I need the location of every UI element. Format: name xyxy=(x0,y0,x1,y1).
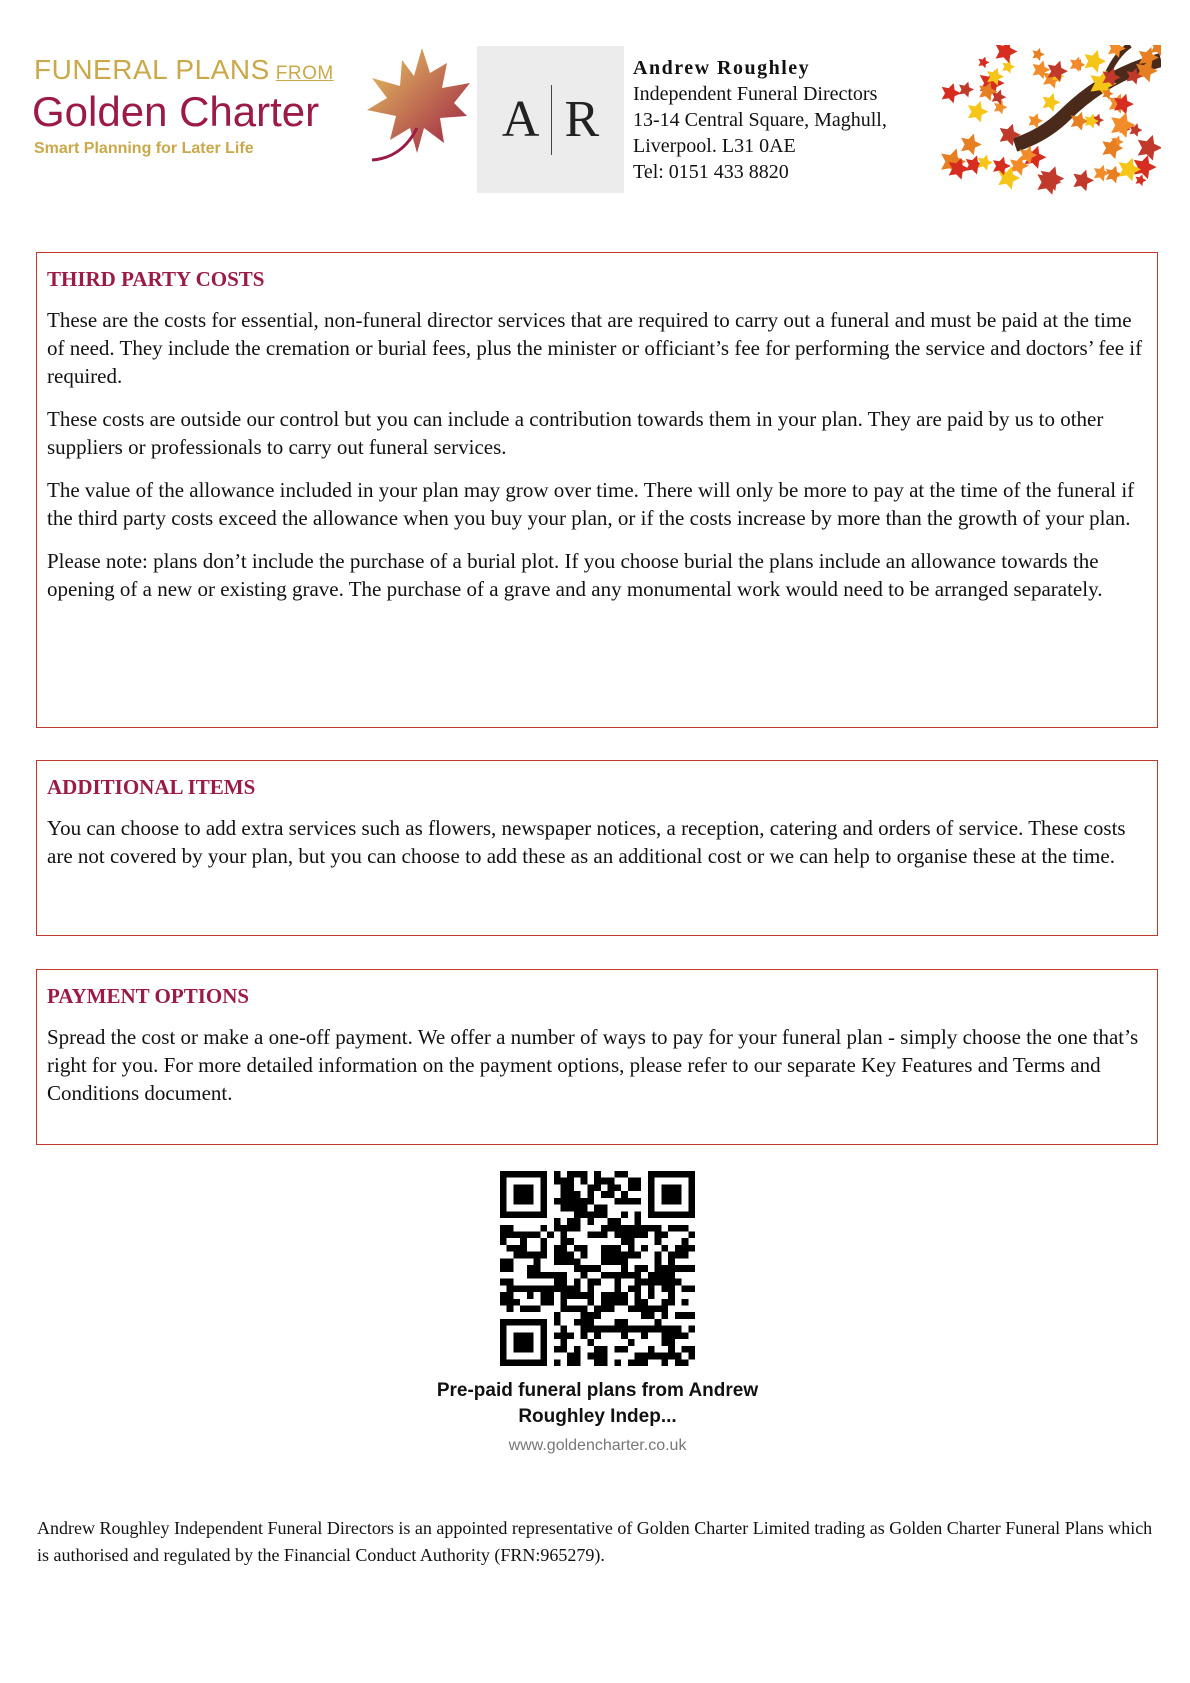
director-name: Andrew Roughley xyxy=(633,57,811,79)
autumn-tree-image xyxy=(905,45,1161,195)
leaf-icon xyxy=(978,155,993,171)
qr-code[interactable] xyxy=(500,1171,695,1366)
paragraph: These costs are outside our control but you can include a contribution towards them in your plan. They are paid by us to other suppliers or professionals to carry out funeral services. xyxy=(47,407,1104,459)
leaf-icon xyxy=(1032,48,1044,61)
leaf-icon xyxy=(968,101,988,122)
paragraph: Spread the cost or make a one-off payment. We offer a number of ways to pay for your funeral plan - simply choose the one that’s right for you. For more detailed information on the payment options, please refer to our separate Key Features and Terms and Conditions document. xyxy=(47,1025,1139,1105)
logo-tagline: Smart Planning for Later Life xyxy=(34,140,254,157)
paragraph: You can choose to add extra services such as flowers, newspaper notices, a reception, catering and orders of service. These costs are not covered by your plan, but you can choose to add these as an additional cost or we can help to organise these at the time. xyxy=(47,816,1126,868)
leaf-icon xyxy=(978,57,989,69)
logo-line1-text: FUNERAL PLANS xyxy=(34,54,270,85)
qr-title: Pre-paid funeral plans from Andrew Roughley Indep... xyxy=(436,1380,759,1427)
leaf-icon xyxy=(961,134,982,156)
logo-brand: Golden Charter xyxy=(32,88,320,135)
leaf-icon xyxy=(1070,57,1085,72)
section-additional-items xyxy=(36,760,1158,936)
leaf-icon xyxy=(1136,174,1147,186)
monogram-a: A xyxy=(501,91,540,148)
leaf-icon xyxy=(1134,155,1157,179)
section-third-party-costs xyxy=(36,252,1158,728)
address-line1: Independent Funeral Directors xyxy=(633,83,878,105)
qr-url[interactable]: www.goldencharter.co.uk xyxy=(508,1437,687,1454)
ar-monogram xyxy=(477,46,624,193)
leaf-icon xyxy=(1073,170,1094,192)
leaf-icon xyxy=(1111,112,1135,138)
address-line2: 13-14 Central Square, Maghull, xyxy=(633,109,887,131)
section-heading: THIRD PARTY COSTS xyxy=(47,267,265,291)
paragraph: These are the costs for essential, non-funeral director services that are required to carry out a funeral and must be paid at the time of need. They include the cremation or burial fees, plus the minister or officiant’s fee for performing the service and doctors’ fee if required. xyxy=(47,308,1143,388)
address-line3: Liverpool. L31 0AE xyxy=(633,135,796,157)
paragraph: The value of the allowance included in your plan may grow over time. There will only be more to pay at the time of the funeral if the third party costs exceed the allowance when you buy your plan, or if the costs increase by more than the growth of your plan. xyxy=(47,478,1135,530)
paragraph: Please note: plans don’t include the purchase of a burial plot. If you choose burial the plans include an allowance towards the opening of a new or existing grave. The purchase of a grave and any monumental work would need to be arranged separately. xyxy=(47,549,1103,601)
address-block xyxy=(633,55,887,185)
leaf-icon xyxy=(1085,50,1107,73)
leaf-icon xyxy=(1043,93,1061,112)
golden-charter-logo xyxy=(32,48,472,193)
leaf-icon xyxy=(996,45,1018,63)
section-heading: PAYMENT OPTIONS xyxy=(47,984,250,1008)
logo-line1 xyxy=(34,54,334,86)
leaf-icon xyxy=(942,83,961,103)
maple-leaf-icon xyxy=(362,48,472,163)
phone: Tel: 0151 433 8820 xyxy=(633,161,789,183)
qr-modules xyxy=(500,1171,695,1366)
section-payment-options xyxy=(36,969,1158,1145)
monogram-divider xyxy=(551,85,552,155)
monogram-r: R xyxy=(564,91,600,148)
logo-from: FROM xyxy=(275,63,334,84)
section-heading: ADDITIONAL ITEMS xyxy=(47,775,256,799)
regulatory-footer: Andrew Roughley Independent Funeral Directors is an appointed representative of Golden Charter Limited trading as Golden Charter Funeral Plans which is authorised and regulated by the Financial Conduct Authority (FRN:965279). xyxy=(37,1518,1153,1565)
leaf-icon xyxy=(1138,135,1161,161)
leaf-icon xyxy=(959,82,974,98)
